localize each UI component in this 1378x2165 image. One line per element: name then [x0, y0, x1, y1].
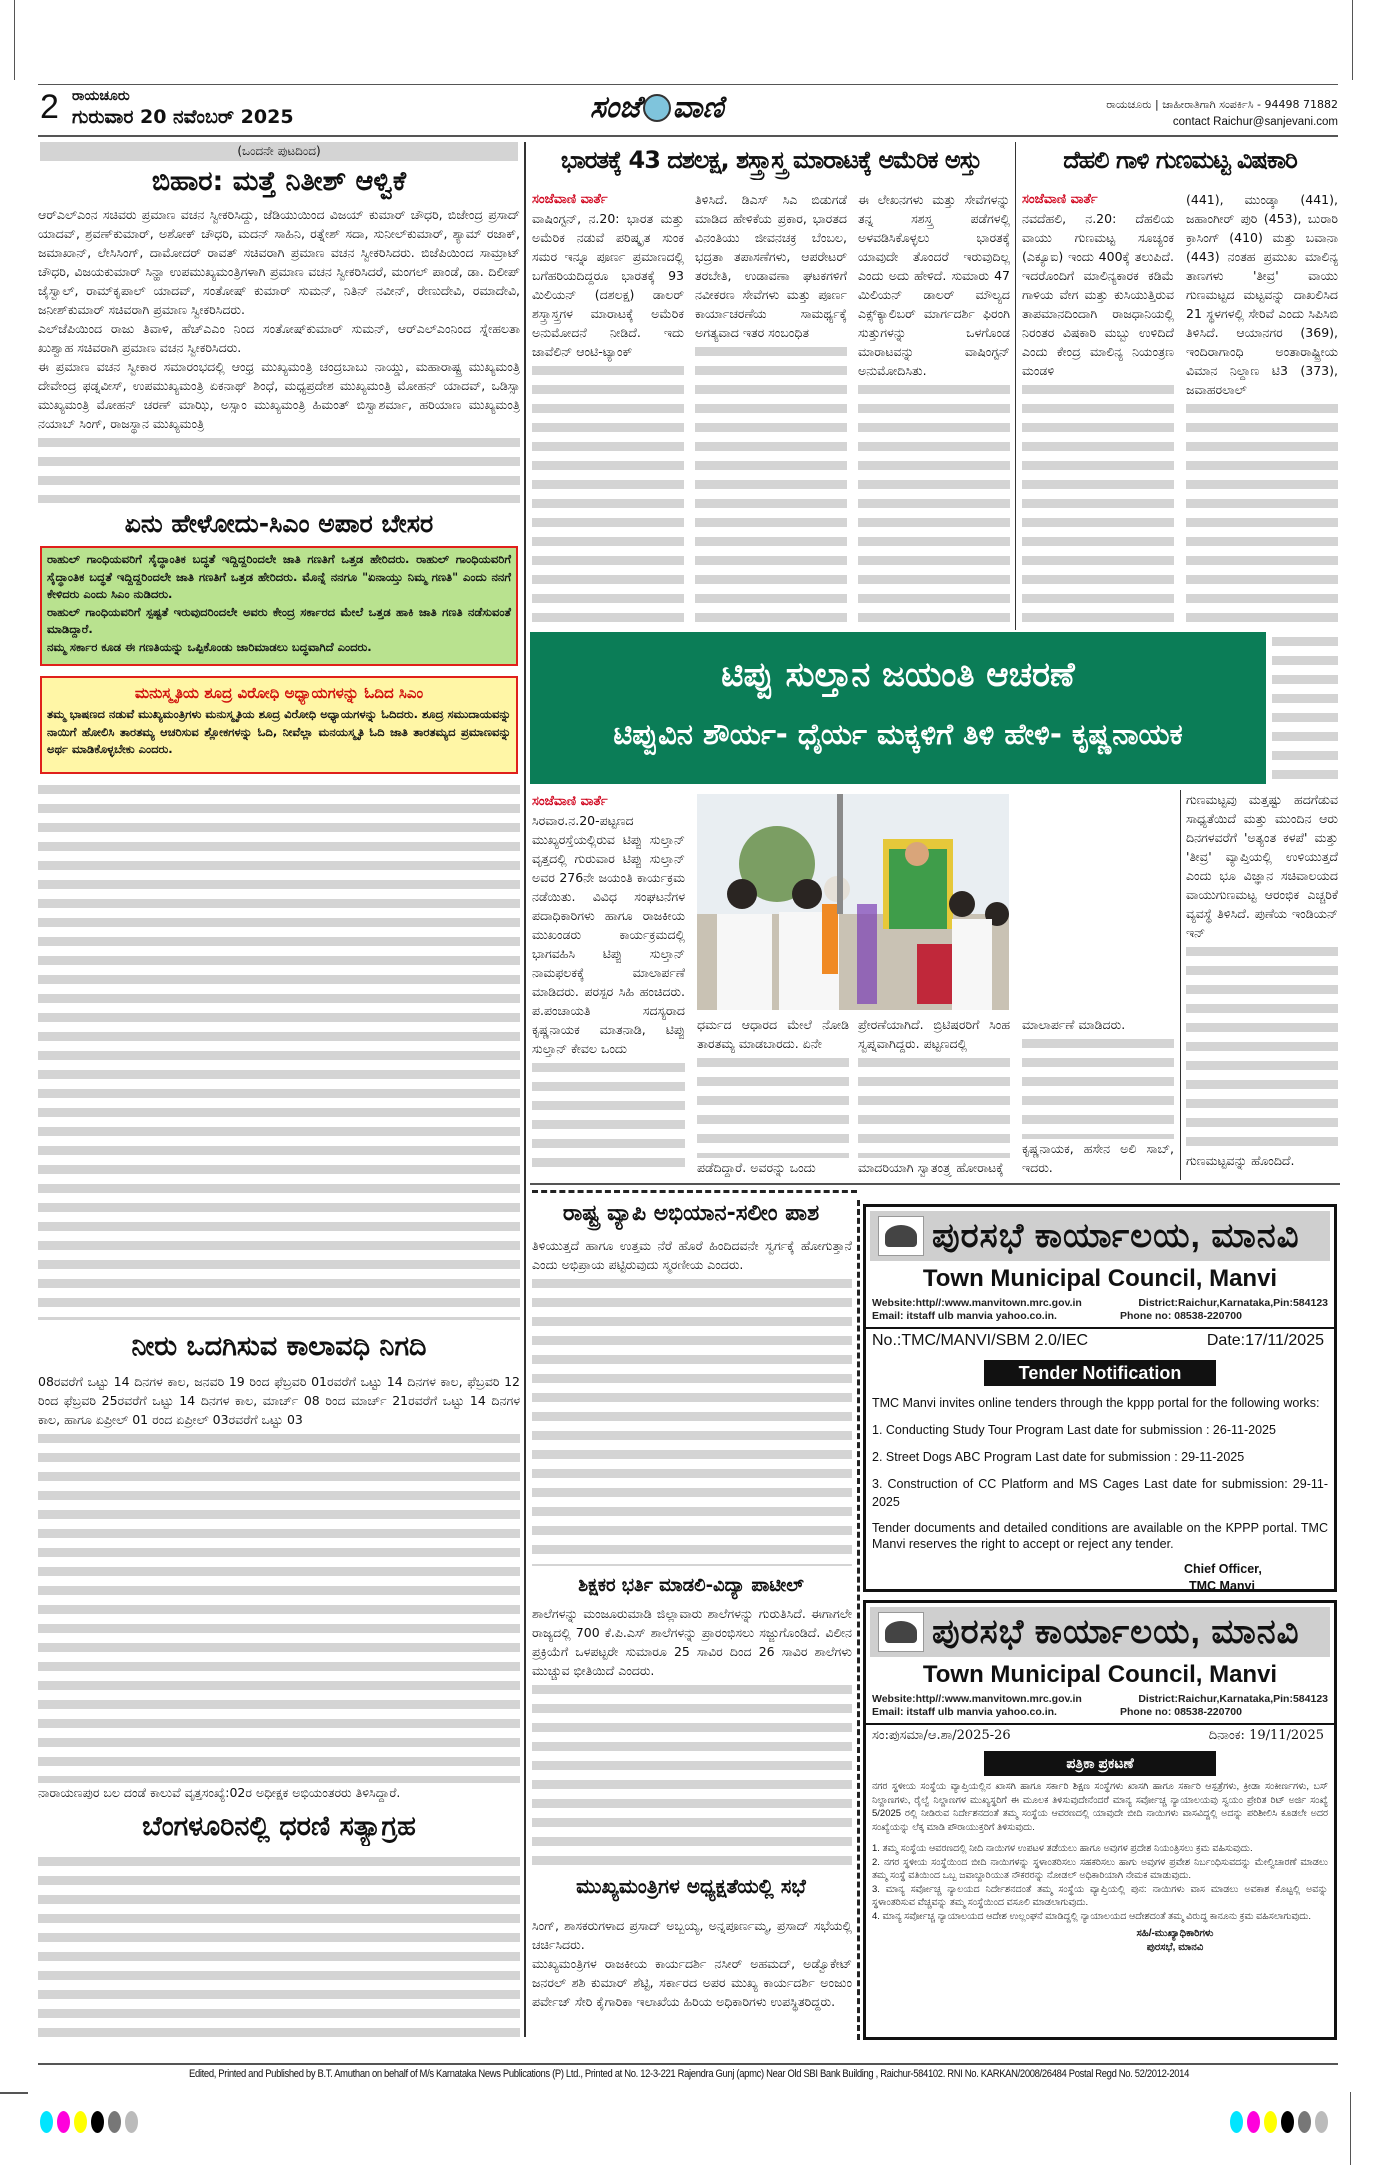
column-divider [1180, 790, 1181, 1180]
paragraph: (441), ಮುಂಡ್ಕಾ (441), ಜಹಾಂಗೀರ್ ಪುರಿ (453), ಬುರಾರಿ ಕ್ರಾಸಿಂಗ್ (410) ಮತ್ತು ಬವಾನಾ (443) ನಂತಹ ಪ್ರಮುಖ ಮಾಲಿನ್ಯ ತಾಣಗಳು 'ತೀವ್ರ' ವಾಯು ಗುಣಮಟ್ಟದ ಮಟ್ಟವನ್ನು ದಾಖಲಿಸಿದ 21 ಸ್ಥಳಗಳಲ್ಲಿ ಸೇರಿವೆ ಎಂದು ಸಿಪಿಸಿಬಿ ತಿಳಿಸಿದೆ. ಆಯಾನಗರ (369), ಇಂದಿರಾಗಾಂಧಿ ಅಂತಾರಾಷ್ಟ್ರೀಯ ವಿಮಾನ ನಿಲ್ದಾಣ ಟಿ3 (373), ಜವಾಹರಲಾಲ್ [1186, 192, 1338, 397]
edition-date: ಗುರುವಾರ 20 ನವೆಂಬರ್ 2025 [72, 106, 294, 128]
ad-kannada-title: ಪುರಸಭೆ ಕಾರ್ಯಾಲಯ, ಮಾನವಿ [932, 1216, 1300, 1255]
yellow-highlight-box [40, 676, 518, 774]
contact-email: contact Raichur@sanjevani.com [1172, 116, 1338, 128]
paragraph: ತಿಳಿಸಿದೆ. ಡಿಎಸ್ ಸಿಎ ಬಿಡುಗಡೆ ಮಾಡಿದ ಹೇಳಿಕೆಯ ಪ್ರಕಾರ, ಭಾರತದ ವಿನಂತಿಯು ಜೀವನಚಕ್ರ ಬೆಂಬಲ, ಭದ್ರತಾ ತಪಾಸಣೆಗಳು, ಆಪರೇಟರ್ ತರಬೇತಿ, ಉಡಾವಣಾ ಘಟಕಗಳಿಗೆ ನವೀಕರಣ ಸೇವೆಗಳು ಮತ್ತು ಪೂರ್ಣ ಕಾರ್ಯಾಚರಣೆಯ ಸಾಮರ್ಥ್ಯಕ್ಕೆ ಅಗತ್ಯವಾದ ಇತರ ಸಂಬಂಧಿತ [695, 192, 847, 340]
article-meeting [532, 1916, 852, 2038]
headline-cm: ಏನು ಹೇಳೋದು-ಸಿಎಂ ಅಪಾರ ಬೇಸರ [124, 509, 434, 538]
crop-mark [14, 0, 15, 80]
ad-email: Email: itstaff ulb manvia yahoo.co.in. [872, 1706, 1057, 1718]
ad-signatory-office: TMC Manvi [1189, 1579, 1255, 1593]
paragraph: ರಾಹುಲ್ ಗಾಂಧಿಯವರಿಗೆ ಸ್ಪಷ್ಟತೆ ಇರುವುದರಿಂದಲೇ ಅವರು ಕೇಂದ್ರ ಸರ್ಕಾರದ ಮೇಲೆ ಒತ್ತಡ ಹಾಕಿ ಜಾತಿ ಗಣತಿ ನಡೆಸುವಂತೆ ಮಾಡಿದ್ದಾರೆ. [47, 604, 511, 636]
logo-text: ಸಂಜೆ [590, 90, 641, 125]
article-patil [532, 1604, 852, 1866]
municipal-seal-icon [878, 1216, 924, 1256]
paragraph: ನಮ್ಮ ಸರ್ಕಾರ ಕೂಡ ಈ ಗಣತಿಯನ್ನು ಒಪ್ಪಿಕೊಂಡು ಜಾರಿಮಾಡಲು ಬದ್ಧವಾಗಿದೆ ಎಂದರು. [47, 639, 372, 654]
ad-district: District:Raichur,Karnataka,Pin:584123 [1138, 1693, 1328, 1705]
paragraph: ಮಾದರಿಯಾಗಿ ಸ್ವಾತಂತ್ರ್ಯ ಹೋರಾಟಕ್ಕೆ [858, 1160, 1004, 1175]
byline: ಸಂಜೆವಾಣಿ ವಾರ್ತೆ [1022, 192, 1098, 207]
article-cm-body [38, 780, 520, 1320]
ad-phone: Phone no: 08538-220700 [1120, 1310, 1242, 1322]
article-tipu-col4 [1022, 1015, 1174, 1177]
article-tipu-col1 [532, 792, 685, 1177]
notice-item: 4. ಮಾನ್ಯ ಸರ್ವೋಚ್ಚ ನ್ಯಾಯಾಲಯದ ಆದೇಶ ಉಲ್ಲಂಘನೆ ಮಾಡಿದ್ದಲ್ಲಿ ನ್ಯಾಯಾಲಯದ ಆದೇಶದಂತೆ ತಮ್ಮ ವಿರುದ್ಧ ಕಾನೂನು ಕ್ರಮ ವಹಿಸಲಾಗುವುದು. [872, 1910, 1312, 1922]
ad-header [870, 1607, 1330, 1657]
ad-header [870, 1211, 1330, 1261]
ad-english-title: Town Municipal Council, Manvi [922, 1661, 1278, 1688]
tender-item: 3. Construction of CC Platform and MS Cages Last date for submission: 29-11-2025 [872, 1477, 1328, 1509]
ad-reference-number: No.:TMC/MANVI/SBM 2.0/IEC [872, 1332, 1089, 1349]
paragraph: ಎಲ್‌ಜೆಪಿಯಿಂದ ರಾಜು ತಿವಾಳಿ, ಹೆಚ್‌ಎಎಂ ನಿಂದ ಸಂತೋಷ್‌ಕುಮಾರ್ ಸುಮನ್, ಆರ್‌ಎಲ್‌ಎಂನಿಂದ ಸ್ನೇಹಲತಾ ಖುಶ್ವಾಹ ಸಚಿವರಾಗಿ ಪ್ರಮಾಣ ವಚನ ಸ್ವೀಕರಿಸಿದರು. [38, 321, 520, 355]
masthead-logo [590, 90, 724, 125]
paragraph: ತಿಳಿಯುತ್ತದೆ ಹಾಗೂ ಉತ್ತಮ ನೆರೆ ಹೊರೆ ಹಿಂದಿದವನೇ ಸ್ವರ್ಗಕ್ಕೆ ಹೋಗುತ್ತಾನೆ ಎಂದು ಅಭಿಪ್ರಾಯ ಪಟ್ಟಿರುವುದು ಸ್ಮರಣೀಯ ಎಂದರು. [532, 1238, 852, 1272]
paragraph: ರಾಹುಲ್ ಗಾಂಧಿಯವರಿಗೆ ಸೈದ್ಧಾಂತಿಕ ಬದ್ಧತೆ ಇದ್ದಿದ್ದರಿಂದಲೇ ಜಾತಿ ಗಣತಿಗೆ ಒತ್ತಡ ಹೇರಿದರು. ರಾಹುಲ್ ಗಾಂಧಿಯವರಿಗೆ ಸೈದ್ಧಾಂತಿಕ ಬದ್ಧತೆ ಇದ್ದಿದ್ದರಿಂದಲೇ ಜಾತಿ ಗಣತಿಗೆ ಒತ್ತಡ ಹೇರಿದರು. ಮೊನ್ನೆ ನನಗೂ "ಏನಾಯ್ತು ನಿಮ್ಮ ಗಣತಿ" ಎಂದು ನನಗೆ ಕೇಳಿದರು ಎಂದು ಸಿಎಂ ನುಡಿದರು. [47, 552, 511, 601]
article-delhi-narrow [1272, 632, 1338, 782]
paragraph: 08ರವರೆಗೆ ಒಟ್ಟು 14 ದಿನಗಳ ಕಾಲ, ಜನವರಿ 19 ರಿಂದ ಫೆಬ್ರವರಿ 01ರವರೆಗೆ ಒಟ್ಟು 14 ದಿನಗಳ ಕಾಲ, ಫೆಬ್ರವರಿ 12 ರಿಂದ ಫೆಬ್ರವರಿ 25ರವರೆಗೆ ಒಟ್ಟು 14 ದಿನಗಳ ಕಾಲ, ಮಾರ್ಚ್ 08 ರಿಂದ ಮಾರ್ಚ್ 21ರವರೆಗೆ ಒಟ್ಟು 14 ದಿನಗಳ ಕಾಲ, ಹಾಗೂ ಏಪ್ರೀಲ್ 01 ರಂದ ಏಪ್ರೀಲ್ 03ರವರೆಗೆ ಒಟ್ಟು 03 [38, 1374, 520, 1427]
article-arms-col2 [695, 190, 847, 625]
article-tipu-col2 [697, 1015, 849, 1177]
article-tipu-col3 [858, 1015, 1010, 1177]
tender-notice-ad [863, 1204, 1337, 1592]
paragraph: ವಾಷಿಂಗ್ಟನ್, ನ.20: ಭಾರತ ಮತ್ತು ಅಮೆರಿಕ ನಡುವೆ ಪರಿಷ್ಕೃತ ಸುಂಕ ಸಮರ ಇನ್ನೂ ಪೂರ್ಣ ಪ್ರಮಾಣದಲ್ಲಿ ಬಗೆಹರಿಯದಿದ್ದರೂ ಭಾರತಕ್ಕೆ 93 ಮಿಲಿಯನ್ (ದಶಲಕ್ಷ) ಡಾಲರ್ ಶಸ್ತ್ರಾಸ್ತ್ರಗಳ ಮಾರಾಟಕ್ಕೆ ಅಮೆರಿಕ ಅನುಮೋದನೆ ನೀಡಿದೆ. ಇದು ಜಾವೆಲಿನ್ ಆಂಟಿ-ಟ್ಯಾಂಕ್ [532, 211, 684, 359]
ad-date: Date:17/11/2025 [1206, 1332, 1324, 1349]
crop-mark [0, 2092, 28, 2094]
article-delhi-col1 [1022, 190, 1174, 630]
banner-title: ಟಿಪ್ಪು ಸುಲ್ತಾನ ಜಯಂತಿ ಆಚರಣೆ [721, 655, 1075, 695]
footer-rule [38, 2063, 1338, 2065]
paragraph: ಮುಖ್ಯಮಂತ್ರಿಗಳ ರಾಜಕೀಯ ಕಾರ್ಯದರ್ಶಿ ನಸೀರ್ ಅಹಮದ್, ಅಡ್ವೊಕೇಟ್ ಜನರಲ್ ಶಶಿ ಕುಮಾರ್ ಶೆಟ್ಟಿ, ಸರ್ಕಾರದ ಅಪರ ಮುಖ್ಯ ಕಾರ್ಯದರ್ಶಿ ಅಂಜುಂ ಪರ್ವೇಜ್ ಸೇರಿ ಕೈಗಾರಿಕಾ ಇಲಾಖೆಯ ಹಿರಿಯ ಅಧಿಕಾರಿಗಳು ಉಪಸ್ಥಿತರಿದ್ದರು. [532, 1956, 852, 2009]
ad-website: Website:http//:www.manvitown.mrc.gov.in [872, 1693, 1082, 1705]
headline-dharna: ಬೆಂಗಳೂರಿನಲ್ಲಿ ಧರಣಿ ಸತ್ಯಾಗ್ರಹ [142, 1811, 416, 1842]
ad-note: Tender documents and detailed conditions are available on the KPPP portal. TMC Manvi reserves the right to accept or reject any tender. [872, 1521, 1328, 1551]
ad-reference-number: ಸಂ:ಪುಸಮಾ/ಆ.ಶಾ/2025-26 [872, 1728, 1011, 1743]
section-rule [530, 1183, 1340, 1185]
ad-signatory: ಸಹಿ/-ಮುಖ್ಯಾಧಿಕಾರಿಗಳು [1136, 1928, 1214, 1939]
paragraph: ಆರ್‌ಎಲ್‌ಎಂನ ಸಚಿವರು ಪ್ರಮಾಣ ವಚನ ಸ್ವೀಕರಿಸಿದ್ದು, ಜೆಡಿಯುಯಿಂದ ವಿಜಯ್ ಕುಮಾರ್ ಚೌಧರಿ, ಬಿಜೇಂದ್ರ ಪ್ರಸಾದ್ ಯಾದವ್, ಶ್ರವಣ್‌ಕುಮಾರ್, ಅಶೋಕ್ ಚೌಧರಿ, ಮದನ್ ಸಾಹಿನಿ, ರತ್ನೇಶ್ ಸದಾ, ಸುನೀಲ್‌ಕುಮಾರ್, ಶ್ಯಾಮ್ ರಜಾಕ್, ಜಮಾಖಾನ್, ಲೇಸಿಸಿಂಗ್, ದಾಮೋದರ್ ರಾವತ್ ಸಚಿವರಾಗಿ ಪ್ರಮಾಣ ವಚನ ಸ್ವೀಕರಿಸಿದರು. ಬಿಜೆಪಿಯಿಂದ ಸಾಮ್ರಾಟ್ ಚೌಧರಿ, ವಿಜಯಕುಮಾರ್ ಸಿನ್ಹಾ ಉಪಮುಖ್ಯಮಂತ್ರಿಗಳಾಗಿ ಪ್ರಮಾಣ ವಚನ ಸ್ವೀಕರಿಸಿದರೆ, ಮಂಗಲ್ ಪಾಂಡೆ, ಡಾ. ದಿಲೀಪ್ ಜೈಸ್ವಾಲ್, ರಾಮ್‌ಕೃಪಾಲ್ ಯಾದವ್, ಸಂತೋಷ್ ಕುಮಾರ್ ಸುಮನ್, ನಿತಿನ್ ನವೀನ್, ರೇಣುದೇವಿ, ರಮಾದೇವಿ, ಜನೀಶ್‌ಕುಮಾರ್ ಸಚಿವರಾಗಿ ಪ್ರಮಾಣ ಸ್ವೀಕರಿಸಿದರು. [38, 207, 520, 317]
column-divider [1015, 142, 1016, 630]
header-rule [38, 135, 1338, 137]
box-heading: ಮನುಸ್ಮೃತಿಯ ಶೂದ್ರ ವಿರೋಧಿ ಅಧ್ಯಾಯಗಳನ್ನು ಓದಿದ ಸಿಎಂ [134, 684, 424, 702]
article-water [38, 1372, 520, 1802]
headline-bihar: ಬಿಹಾರ: ಮತ್ತೆ ನಿತೀಶ್ ಆಳ್ವಿಕೆ [151, 166, 407, 197]
continued-banner: (ಒಂದನೇ ಪುಟದಿಂದ) [40, 142, 518, 161]
paragraph: ತಮ್ಮ ಭಾಷಣದ ನಡುವೆ ಮುಖ್ಯಮಂತ್ರಿಗಳು ಮನುಸ್ಮೃತಿಯ ಶೂದ್ರ ವಿರೋಧಿ ಅಧ್ಯಾಯಗಳನ್ನು ಓದಿದರು. ಶೂದ್ರ ಸಮುದಾಯವನ್ನು ನಾಯಿಗೆ ಹೋಲಿಸಿ ತಾರತಮ್ಯ ಆಚರಿಸುವ ಶ್ಲೋಕಗಳನ್ನು ಓದಿ, ನೀವೆಲ್ಲಾ ಮನಯಸ್ಮೃತಿ ಓದಿ ಜಾತಿ ತಾರತಮ್ಯದ ಪ್ರಮಾಣವನ್ನು ಅರ್ಥ ಮಾಡಿಕೊಳ್ಳಬೇಕು ಎಂದರು. [47, 707, 512, 756]
article-bihar [38, 205, 520, 503]
ad-date: ದಿನಾಂಕ: 19/11/2025 [1208, 1728, 1324, 1743]
press-notice-ad [863, 1600, 1337, 2040]
tender-item: 2. Street Dogs ABC Program Last date for submission : 29-11-2025 [872, 1450, 1245, 1464]
headline-arms: ಭಾರತಕ್ಕೆ 43 ದಶಲಕ್ಷ, ಶಸ್ತ್ರಾಸ್ತ್ರ ಮಾರಾಟಕ್ಕೆ ಅಮೆರಿಕ ಅಸ್ತು [560, 146, 982, 174]
paragraph: ಪಡೆದಿದ್ದಾರೆ. ಅವರನ್ನು ಒಂದು [697, 1160, 816, 1175]
headline-delhi: ದೆಹಲಿ ಗಾಳಿ ಗುಣಮಟ್ಟ ವಿಷಕಾರಿ [1063, 146, 1297, 174]
article-dharna [38, 1852, 520, 2037]
ad-email: Email: itstaff ulb manvia yahoo.co.in. [872, 1310, 1057, 1322]
paragraph: ಶಾಲೆಗಳನ್ನು ಮಂಜೂರುಮಾಡಿ ಜಿಲ್ಲಾವಾರು ಶಾಲೆಗಳನ್ನು ಗುರುತಿಸಿದೆ. ಈಗಾಗಲೇ ರಾಜ್ಯದಲ್ಲಿ 700 ಕೆ.ಪಿ.ಎಸ್ ಶಾಲೆಗಳನ್ನು ಪ್ರಾರಂಭಿಸಲು ಸಜ್ಜುಗೊಂಡಿದೆ. ವಿಲೀನ ಪ್ರಕ್ರಿಯೆಗೆ ಒಳಪಟ್ಟರೇ ಸುಮಾರೂ 25 ಸಾವಿರ ದಿಂದ 26 ಸಾವಿರ ಶಾಲೆಗಳು ಮುಚ್ಚುವ ಭೀತಿಯಿದೆ ಎಂದರು. [532, 1606, 852, 1678]
green-highlight-box [40, 546, 518, 666]
paragraph: ಧರ್ಮದ ಆಧಾರದ ಮೇಲೆ ನೋಡಿ ತಾರತಮ್ಯ ಮಾಡಬಾರದು. ಏನೇ [697, 1017, 849, 1051]
byline: ಸಂಜೆವಾಣಿ ವಾರ್ತೆ [532, 192, 608, 207]
article-arms-col3 [858, 190, 1010, 625]
page-number: 2 [40, 88, 59, 126]
paragraph: ನವದೆಹಲಿ, ನ.20: ದೆಹಲಿಯ ವಾಯು ಗುಣಮಟ್ಟ ಸೂಚ್ಯಂಕ (ಎಕ್ಯೂಐ) ಇಂದು 400ಕ್ಕೆ ತಲುಪಿದೆ. ಇದರೊಂದಿಗೆ ಮಾಲಿನ್ಯಕಾರಕ ಕಡಿಮೆ ಗಾಳಿಯ ವೇಗ ಮತ್ತು ಕುಸಿಯುತ್ತಿರುವ ತಾಪಮಾನದಿಂದಾಗಿ ರಾಜಧಾನಿಯಲ್ಲಿ ನಿರಂತರ ವಿಷಕಾರಿ ಮಬ್ಬು ಉಳಿದಿದೆ ಎಂದು ಕೇಂದ್ರ ಮಾಲಿನ್ಯ ನಿಯಂತ್ರಣ ಮಂಡಳಿ [1022, 211, 1174, 378]
globe-icon [643, 94, 671, 122]
byline: ಸಂಜೆವಾಣಿ ವಾರ್ತೆ [532, 794, 608, 809]
notice-item: 1. ತಮ್ಮ ಸಂಸ್ಥೆಯ ಆವರಣದಲ್ಲಿ ನೀದಿ ನಾಯಿಗಳ ಉಪಟಳ ತಡೆಯಲು ಹಾಗೂ ಅವುಗಳ ಪ್ರದೇಶ ನಿಯಂತ್ರಿಸಲು ಕ್ರಮ ವಹಿಸುವುದು. [872, 1843, 1253, 1854]
ad-heading: ಪತ್ರಿಕಾ ಪ್ರಕಟಣೆ [984, 1751, 1216, 1776]
ad-website: Website:http//:www.manvitown.mrc.gov.in [872, 1297, 1082, 1309]
notice-item: 2. ನಗರ ಸ್ಥಳೀಯ ಸಂಸ್ಥೆಯಿಂದ ಬೀದಿ ನಾಯಿಗಳನ್ನು ಸ್ಥಳಾಂತರಿಸಲು ಸಹಕರಿಸಲು ಹಾಗು ಅವುಗಳ ಪ್ರವೇಶ ನಿರ್ಬಂಧಿಸುವದನ್ನು ಮೇಲ್ವಿಚಾರಣೆ ಮಾಡಲು ತಮ್ಮ ಸಂಸ್ಥೆ ವತಿಯಿಂದ ಒಬ್ಬ ಜವಾಬ್ದಾರಿಯುತ ನೌಕರರನ್ನು ನೋಡಲ್ ಅಧಿಕಾರಿಯಾಗಿ ನೇಮಕ ಮಾಡುವುದು. [872, 1856, 1328, 1881]
headline-meeting: ಮುಖ್ಯಮಂತ್ರಿಗಳ ಅಧ್ಯಕ್ಷತೆಯಲ್ಲಿ ಸಭೆ [576, 1874, 806, 1898]
paragraph: ಈ ಪ್ರಮಾಣ ವಚನ ಸ್ವೀಕಾರ ಸಮಾರಂಭದಲ್ಲಿ ಆಂಧ್ರ ಮುಖ್ಯಮಂತ್ರಿ ಚಂದ್ರಬಾಬು ನಾಯ್ಡು, ಮಹಾರಾಷ್ಟ್ರ ಮುಖ್ಯಮಂತ್ರಿ ದೇವೇಂದ್ರ ಫಡ್ನವೀಸ್, ಉಪಮುಖ್ಯಮಂತ್ರಿ ಏಕನಾಥ್ ಶಿಂಧೆ, ಮಧ್ಯಪ್ರದೇಶ ಮುಖ್ಯಮಂತ್ರಿ ಮೋಹನ್ ಯಾದವ್, ಒಡಿಸ್ಸಾ ಮುಖ್ಯಮಂತ್ರಿ ಮೋಹನ್ ಚರಣ್ ಮಾಝಿ, ಅಸ್ಸಾಂ ಮುಖ್ಯಮಂತ್ರಿ ಹಿಮಂತ್ ಬಿಸ್ವಾಶರ್ಮಾ, ಹರಿಯಾಣ ಮುಖ್ಯಮಂತ್ರಿ ನಯಾಬ್ ಸಿಂಗ್, ರಾಜಸ್ಥಾನ ಮುಖ್ಯಮಂತ್ರಿ [38, 359, 520, 431]
ad-heading: Tender Notification [984, 1360, 1216, 1386]
headline-water: ನೀರು ಒದಗಿಸುವ ಕಾಲಾವಧಿ ನಿಗದಿ [131, 1331, 427, 1362]
paragraph: ಈ ಲೇಖನಗಳು ಮತ್ತು ಸೇವೆಗಳನ್ನು ತನ್ನ ಸಶಸ್ತ್ರ ಪಡೆಗಳಲ್ಲಿ ಅಳವಡಿಸಿಕೊಳ್ಳಲು ಭಾರತಕ್ಕೆ ಯಾವುದೇ ತೊಂದರೆ ಇರುವುದಿಲ್ಲ ಎಂದು ಅದು ಹೇಳಿದೆ. ಸುಮಾರು 47 ಮಿಲಿಯನ್ ಡಾಲರ್ ಮೌಲ್ಯದ ಎಕ್ಸ್‌ಕ್ಯಾಲಿಬರ್ ಮಾರ್ಗದರ್ಶಿ ಫಿರಂಗಿ ಸುತ್ತುಗಳನ್ನು ಒಳಗೊಂಡ ಮಾರಾಟವನ್ನು ವಾಷಿಂಗ್ಟನ್ ಅನುಮೋದಿಸಿತು. [858, 192, 1010, 378]
ad-intro: ನಗರ ಸ್ಥಳೀಯ ಸಂಸ್ಥೆಯ ವ್ಯಾಪ್ತಿಯಲ್ಲಿನ ಖಾಸಗಿ ಹಾಗೂ ಸರ್ಕಾರಿ ಶಿಕ್ಷಣ ಸಂಸ್ಥೆಗಳು ಖಾಸಗಿ ಹಾಗೂ ಸರ್ಕಾರಿ ಆಸ್ಪತ್ರೆಗಳು, ಕ್ರೀಡಾ ಸಂಕೀರ್ಣಗಳು, ಬಸ್ ನಿಲ್ದಾಣಗಳು, ರೈಲ್ವೆ ನಿಲ್ದಾಣಗಳ ಮುಖ್ಯಸ್ಥರಿಗೆ ಈ ಮೂಲಕ ತಿಳಿಸುವುದೇನೆಂದರೆ ಮಾನ್ಯ ಸರ್ವೋಚ್ಚ ನ್ಯಾಯಾಲಯವು ಸ್ವಯಂ ಪ್ರೇರಿತ ರಿಟ್ ಅರ್ಜಿ ಸಂಖ್ಯೆ 5/2025 ರಲ್ಲಿ ನೀಡಿರುವ ನಿರ್ದೇಶನದಂತೆ ತಮ್ಮ ಸಂಸ್ಥೆಯ ಆವರಣದಲ್ಲಿ ಯಾವುದೇ ಬೀದಿ ನಾಯಿಗಳು ವಾಸವಿದ್ದಲ್ಲಿ ಅದನ್ನು ಪರಿಶೀಲಿಸಿ ಕೂಡಲೇ ಅದರ ಸಂಖ್ಯೆಯನ್ನು ಲೆಕ್ಕ ಮಾಡಿ ಪೌರಾಯುಕ್ತರಿಗೆ ತಿಳಿಸುವುದು. [872, 1781, 1328, 1833]
ad-kannada-title: ಪುರಸಭೆ ಕಾರ್ಯಾಲಯ, ಮಾನವಿ [932, 1612, 1300, 1651]
paragraph: ಕೃಷ್ಣನಾಯಕ, ಹಸೇನ ಅಲಿ ಸಾಬ್, ಇದರು. [1022, 1141, 1174, 1175]
ad-district: District:Raichur,Karnataka,Pin:584123 [1138, 1297, 1328, 1309]
article-pasha [532, 1236, 852, 1566]
headline-patil: ಶಿಕ್ಷಕರ ಭರ್ತಿ ಮಾಡಲಿ-ವಿದ್ಯಾ ಪಾಟೀಲ್ [578, 1575, 804, 1596]
paragraph: ಸಿಂಗ್, ಶಾಸಕರುಗಳಾದ ಪ್ರಸಾದ್ ಅಬ್ಬಯ್ಯ, ಅನ್ನಪೂರ್ಣಮ್ಮ, ಪ್ರಸಾದ್ ಸಭೆಯಲ್ಲಿ ಚರ್ಚಿಸಿದರು. [532, 1918, 852, 1952]
banner-subtitle: ಟಿಪ್ಪುವಿನ ಶೌರ್ಯ- ಧೈರ್ಯ ಮಕ್ಕಳಿಗೆ ತಿಳಿ ಹೇಳಿ- ಕೃಷ್ಣನಾಯಕ [613, 717, 1183, 751]
paragraph: ನಾರಾಯಣಪುರ ಬಲ ದಂಡೆ ಕಾಲುವೆ ವೃತ್ತಸಂಖ್ಯೆ:02ರ ಅಧೀಕ್ಷಕ ಅಭಿಯಂತರರು ತಿಳಿಸಿದ್ದಾರೆ. [38, 1785, 401, 1800]
edition-city: ರಾಯಚೂರು [72, 88, 130, 104]
ad-signatory: Chief Officer, [1184, 1562, 1262, 1576]
paragraph: ಪ್ರೇರಣೆಯಾಗಿದೆ. ಬ್ರಿಟಿಷರರಿಗೆ ಸಿಂಹ ಸ್ವಪ್ನವಾಗಿದ್ದರು. ಪಟ್ಟಣದಲ್ಲಿ [858, 1017, 1010, 1051]
ad-english-title: Town Municipal Council, Manvi [922, 1265, 1278, 1292]
crop-mark [1352, 0, 1353, 80]
dashed-divider [857, 1200, 860, 2040]
logo-text: ವಾಣಿ [672, 90, 724, 125]
imprint-line: Edited, Printed and Published by B.T. Amuthan on behalf of M/s Karnataka News Publications (P) Ltd., Printed at No. 12-3-221 Rajendra Gunj (apmc) Near Old SBI Bank Building , Raichur-584102. RNI No. KARKAN/2008/26484 Postal Regd No. 52/2012-2014 [188, 2068, 1190, 2080]
crop-mark [1350, 2092, 1351, 2165]
ad-signatory-office: ಪುರಸಭೆ, ಮಾನವಿ [1146, 1942, 1204, 1953]
paragraph: ಗುಣಮಟ್ಟವನ್ನು ಹೊಂದಿದೆ. [1186, 1153, 1295, 1168]
top-rule [38, 84, 1338, 85]
paragraph: ಸಿರವಾರ.ನ.20-ಪಟ್ಟಣದ ಮುಖ್ಯರಸ್ತೆಯಲ್ಲಿರುವ ಟಿಪ್ಪು ಸುಲ್ತಾನ್ ವೃತ್ತದಲ್ಲಿ ಗುರುವಾರ ಟಿಪ್ಪು ಸುಲ್ತಾನ್ ಅವರ 276ನೇ ಜಯಂತಿ ಕಾರ್ಯಕ್ರಮ ನಡೆಯಿತು. ವಿವಿಧ ಸಂಘಟನೆಗಳ ಪದಾಧಿಕಾರಿಗಳು ಹಾಗೂ ರಾಜಕೀಯ ಮುಖಂಡರು ಕಾರ್ಯಕ್ರಮದಲ್ಲಿ ಭಾಗವಹಿಸಿ ಟಿಪ್ಪು ಸುಲ್ತಾನ್ ನಾಮಫಲಕಕ್ಕೆ ಮಾಲಾರ್ಪಣೆ ಮಾಡಿದರು. ಪರಸ್ಪರ ಸಿಹಿ ಹಂಚಿದರು. ಪ.ಪಂಚಾಯತಿ ಸದಸ್ಯರಾದ ಕೃಷ್ಣನಾಯಕ ಮಾತನಾಡಿ, ಟಿಪ್ಪು ಸುಲ್ತಾನ್ ಕೇವಲ ಒಂದು [532, 813, 685, 1056]
dashed-rule [532, 1190, 857, 1193]
tipu-banner [530, 632, 1266, 784]
paragraph: ಗುಣಮಟ್ಟವು ಮತ್ತಷ್ಟು ಹದಗೆಡುವ ಸಾಧ್ಯತೆಯಿದೆ ಮತ್ತು ಮುಂದಿನ ಆರು ದಿನಗಳವರೆಗೆ 'ಅತ್ಯಂತ ಕಳಪೆ' ಮತ್ತು 'ತೀವ್ರ' ವ್ಯಾಪ್ತಿಯಲ್ಲಿ ಉಳಿಯುತ್ತದೆ ಎಂದು ಭೂ ವಿಜ್ಞಾನ ಸಚಿವಾಲಯದ ವಾಯುಗುಣಮಟ್ಟ ಆರಂಭಿಕ ಎಚ್ಚರಿಕೆ ವ್ಯವಸ್ಥೆ ತಿಳಿಸಿದೆ. ಪುಣೆಯ ಇಂಡಿಯನ್ ಇನ್ [1186, 792, 1338, 940]
paragraph: ಮಾಲಾರ್ಪಣೆ ಮಾಡಿದರು. [1022, 1017, 1126, 1032]
headline-pasha: ರಾಷ್ಟ್ರ ವ್ಯಾಪಿ ಅಭಿಯಾನ-ಸಲೀಂ ಪಾಶ [562, 1201, 820, 1226]
notice-item: 3. ಮಾನ್ಯ ಸರ್ವೋಚ್ಚ ನ್ಯಾಲಯದ ನಿರ್ದೇಶನದಂತೆ ತಮ್ಮ ಸಂಸ್ಥೆಯ ವ್ಯಾಪ್ತಿಯಲ್ಲಿ ಪುನ: ನಾಯಿಗಳು ವಾಸ ಮಾಡಲು ಅವಕಾಶ ಕೊಟ್ಟಲ್ಲಿ ಅವನ್ನು ಸ್ಥಳಾಂತರಿಸುವ ವೆಚ್ಚವನ್ನು ತಮ್ಮ ಸಂಸ್ಥೆಯಿಂದ ವಸೂಲಿ ಮಾಡಲಾಗುವುದು. [872, 1883, 1328, 1908]
tipu-event-photo [697, 794, 1009, 1010]
tender-item: 1. Conducting Study Tour Program Last date for submission : 26-11-2025 [872, 1423, 1276, 1437]
column-divider [524, 142, 526, 2037]
municipal-seal-icon [878, 1612, 924, 1652]
article-delhi-col2 [1186, 190, 1338, 630]
ad-phone: Phone no: 08538-220700 [1120, 1706, 1242, 1718]
article-arms-col1 [532, 190, 684, 625]
article-delhi-col3 [1186, 790, 1338, 1170]
ad-intro: TMC Manvi invites online tenders through the kppp portal for the following works: [872, 1396, 1320, 1410]
ad-contact: ರಾಯಚೂರು | ಜಾಹೀರಾತಿಗಾಗಿ ಸಂಪರ್ಕಿಸಿ - 94498 71882 [1106, 98, 1338, 111]
